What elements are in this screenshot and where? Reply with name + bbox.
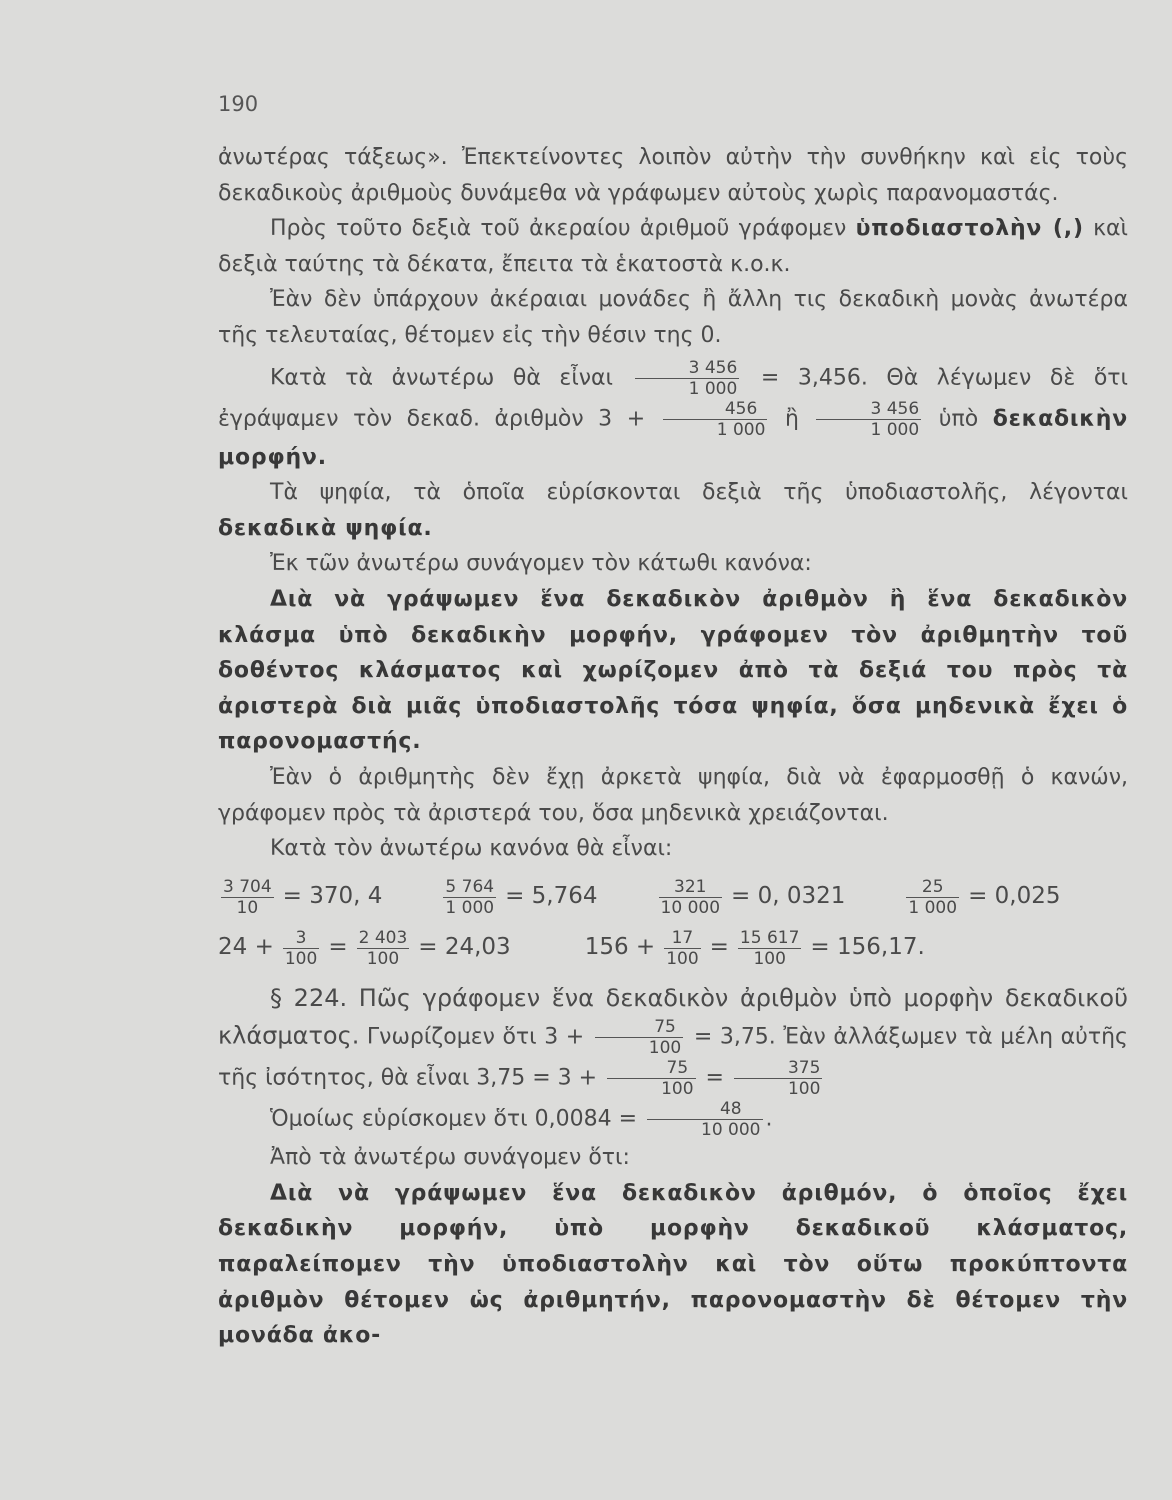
fraction (283, 928, 319, 969)
text: = 3,75. Ἐὰν ἀλλάξωμεν τὰ μέλη αὐτῆς τῆς ἰσότητος, θὰ εἶναι 3,75 = 3 + (218, 1024, 1128, 1091)
numerator: 75 (607, 1058, 695, 1079)
fraction (357, 928, 410, 969)
paragraph (218, 358, 1128, 476)
fraction (734, 1058, 822, 1099)
numerator: 2 403 (358, 927, 408, 948)
denominator: 10 000 (660, 897, 721, 918)
examples-row-1 (218, 877, 1128, 918)
equals: = (328, 934, 348, 961)
fraction (816, 399, 921, 440)
denominator: 100 (661, 1079, 694, 1100)
numerator: 3 456 (816, 399, 921, 420)
fraction (221, 877, 274, 918)
numerator: 25 (906, 877, 959, 898)
denominator: 100 (666, 948, 699, 969)
denominator: 100 (648, 1038, 682, 1059)
paragraph (218, 475, 1128, 546)
section-paragraph (218, 981, 1128, 1100)
text: ὑπὸ (938, 406, 979, 432)
paragraph: Ἀπὸ τὰ ἀνωτέρω συνάγομεν ὅτι: (270, 1145, 630, 1171)
numerator: 17 (664, 928, 700, 949)
page-body (218, 140, 1128, 1354)
fraction (738, 928, 801, 969)
denominator: 1 000 (908, 897, 958, 918)
denominator: 100 (753, 948, 786, 969)
result: = 370, 4 (282, 883, 383, 910)
numerator: 375 (734, 1058, 822, 1079)
result: = 156,17. (810, 934, 925, 961)
equals: = (709, 934, 729, 961)
text: Τὰ ψηφία, τὰ ὁποῖα εὑρίσκονται δεξιὰ τῆς ὑποδιαστολῆς, λέγονται (270, 480, 1128, 506)
fraction (647, 1099, 762, 1140)
numerator: 3 456 (635, 358, 740, 379)
fraction (595, 1017, 683, 1058)
fraction (906, 877, 959, 918)
bold-term: δεκαδικὴν μορφήν. (218, 406, 1128, 470)
numerator: 456 (663, 399, 768, 420)
paragraph: Κατὰ τὸν ἀνωτέρω κανόνα θὰ εἶναι: (270, 836, 673, 862)
denominator: 100 (284, 948, 318, 969)
fraction (635, 358, 740, 399)
fraction (664, 928, 700, 969)
text: = 3,456. Θὰ λέγωμεν δὲ ὅτι ἐγράψαμεν τὸν δεκαδ. ἀριθμὸν 3 + (218, 365, 1128, 432)
paragraph (218, 1099, 1128, 1140)
bold-term: ὑποδιαστολὴν (,) (855, 216, 1084, 242)
denominator: 10 000 (701, 1120, 761, 1141)
denominator: 1 000 (870, 419, 920, 440)
bold-term: δεκαδικὰ ψηφία. (218, 515, 433, 541)
fraction (663, 399, 768, 440)
rule-paragraph: Διὰ νὰ γράψωμεν ἕνα δεκαδικὸν ἀριθμὸν ἢ ἕνα δεκαδικὸν κλάσμα ὑπὸ δεκαδικὴν μορφήν, γράφομεν τὸν ἀριθμητὴν τοῦ δοθέντος κλάσματος καὶ χωρίζομεν ἀπὸ τὰ δεξιά του πρὸς τὰ ἀριστερὰ διὰ μιᾶς ὑποδιαστολῆς τόσα ψηφία, ὅσα μηδενικὰ ἔχει ὁ παρονομαστής. (218, 586, 1128, 755)
examples-row-2 (218, 928, 1128, 969)
numerator: 48 (647, 1099, 762, 1120)
text: ἢ (784, 406, 799, 432)
paragraph (218, 211, 1128, 282)
result: = 0, 0321 (731, 883, 846, 910)
paragraph: Ἐὰν ὁ ἀριθμητὴς δὲν ἔχῃ ἀρκετὰ ψηφία, διὰ νὰ ἐφαρμοσθῇ ὁ κανών, γράφομεν πρὸς τὰ ἀριστερά του, ὅσα μηδενικὰ χρειάζονται. (218, 764, 1128, 826)
fraction (607, 1058, 695, 1099)
numerator: 3 704 (223, 876, 272, 897)
numerator: 321 (659, 877, 722, 898)
section-heading: § 224. Πῶς γράφομεν ἕνα δεκαδικὸν ἀριθμὸν ὑπὸ μορφὴν δεκαδικοῦ κλάσματος. (218, 983, 1128, 1050)
paragraph: Ἐκ τῶν ἀνωτέρω συνάγομεν τὸν κάτωθι κανόνα: (270, 551, 812, 577)
rule-paragraph: Διὰ νὰ γράψωμεν ἕνα δεκαδικὸν ἀριθμόν, ὁ ὁποῖος ἔχει δεκαδικὴν μορφήν, ὑπὸ μορφὴν δεκαδικοῦ κλάσματος, παραλείπομεν τὴν ὑποδιαστολὴν καὶ τὸν οὕτω προκύπτοντα ἀριθμὸν θέτομεν ὡς ἀριθμητήν, παρονομαστὴν δὲ θέτομεν τὴν μονάδα ἀκο- (218, 1180, 1128, 1349)
fraction (659, 877, 722, 918)
denominator: 1 000 (716, 419, 766, 440)
denominator: 100 (787, 1079, 821, 1100)
period: . (765, 1106, 773, 1132)
numerator: 75 (595, 1017, 683, 1038)
paragraph: ἀνωτέρας τάξεως». Ἐπεκτείνοντες λοιπὸν αὐτὴν τὴν συνθήκην καὶ εἰς τοὺς δεκαδικοὺς ἀριθμοὺς δυνάμεθα νὰ γράφωμεν αὐτοὺς χωρὶς παρανομαστάς. (218, 145, 1128, 206)
text: Κατὰ τὰ ἀνωτέρω θὰ εἶναι (270, 365, 614, 391)
fraction (443, 877, 496, 918)
paragraph: Ἐὰν δὲν ὑπάρχουν ἀκέραιαι μονάδες ἢ ἄλλη τις δεκαδικὴ μονὰς ἀνωτέρα τῆς τελευταίας, θέτομεν εἰς τὴν θέσιν της 0. (218, 287, 1128, 348)
text: Γνωρίζομεν ὅτι 3 + (366, 1024, 585, 1050)
term: 156 + (584, 934, 656, 961)
denominator: 100 (366, 948, 400, 969)
text: Ὁμοίως εὑρίσκομεν ὅτι 0,0084 = (270, 1106, 638, 1132)
denominator: 10 (236, 897, 259, 918)
numerator: 5 764 (445, 876, 495, 897)
numerator: 3 (283, 928, 319, 949)
page-number: 190 (218, 92, 259, 116)
text: καὶ δεξιὰ ταύτης τὰ δέκατα, ἔπειτα τὰ ἑκατοστὰ κ.ο.κ. (218, 216, 1128, 277)
numerator: 15 617 (739, 927, 800, 948)
denominator: 1 000 (445, 897, 495, 918)
text: Πρὸς τοῦτο δεξιὰ τοῦ ἀκεραίου ἀριθμοῦ γράφομεν (270, 216, 847, 242)
denominator: 1 000 (688, 378, 738, 399)
term: 24 + (218, 934, 274, 961)
equals: = (705, 1065, 724, 1091)
result: = 0,025 (968, 883, 1061, 910)
result: = 24,03 (418, 934, 511, 961)
result: = 5,764 (505, 883, 598, 910)
